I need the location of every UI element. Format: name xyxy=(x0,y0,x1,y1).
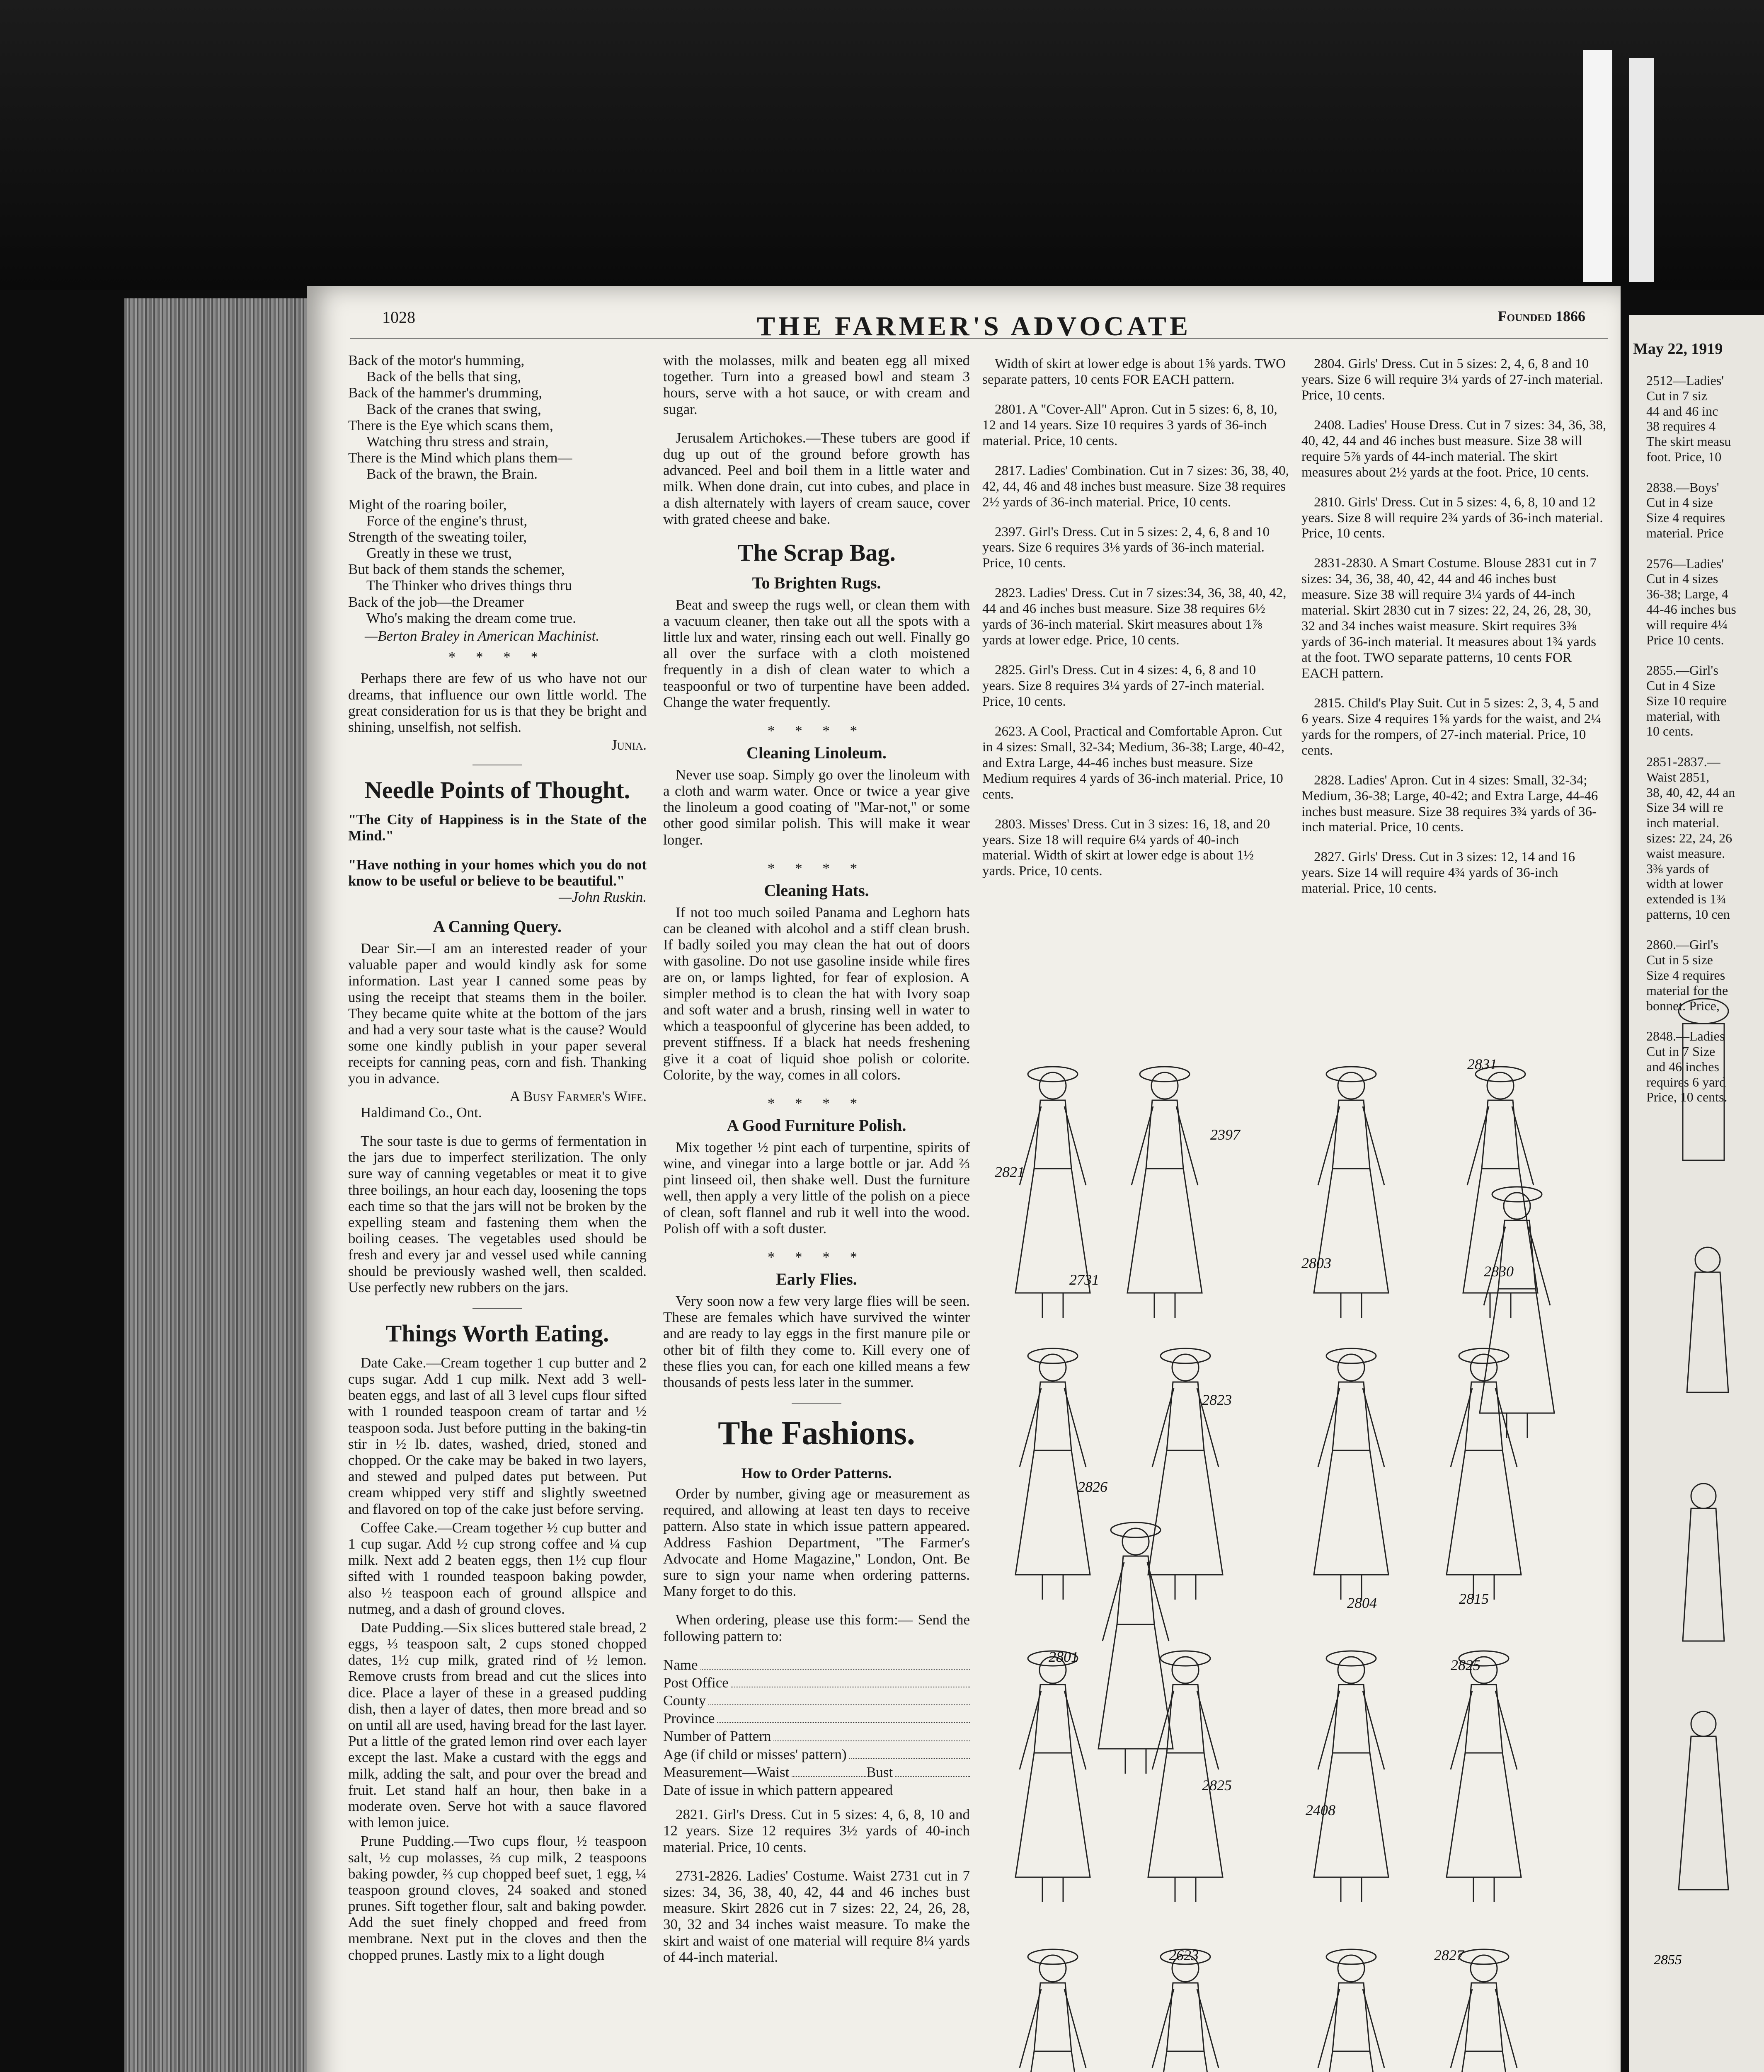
fashion-figure xyxy=(1015,1651,1090,1902)
pattern-2731-2826: 2731-2826. Ladies' Costume. Waist 2731 cut in 7 sizes: 34, 36, 38, 40, 42, 44 and 46 inches bust measure. Skirt 2826 cut in 7 sizes: 22, 24, 26, 28, 30, 32 and 34 inches waist measure. To make the skirt and waist of one material will require 8¼ yards of 44-inch material. xyxy=(663,1867,970,1965)
form-field-label: County xyxy=(663,1692,706,1709)
pattern-2825: 2825. Girl's Dress. Cut in 4 sizes: 4, 6, 8 and 10 years. Size 8 requires 3¼ yards of 27-inch material. Price, 10 cents. xyxy=(982,663,1265,709)
figure-label: 2397 xyxy=(1210,1126,1240,1143)
column-2 xyxy=(663,352,970,1978)
figure-label: 2804 xyxy=(1347,1595,1377,1611)
figure-label: 2801 xyxy=(1049,1648,1078,1665)
poem-attribution: —Berton Braley in American Machinist. xyxy=(365,628,600,644)
fashion-figure xyxy=(1314,1651,1388,1902)
form-field xyxy=(663,1728,970,1744)
poem-line: Back of the bells that sing, xyxy=(366,368,521,385)
figure-label: 2826 xyxy=(1078,1479,1107,1495)
date-pudding-recipe: Date Pudding.—Six slices buttered stale bread, 2 eggs, ⅓ teaspoon salt, 2 cups stoned chopped dates, 1½ cup milk, grated rind of ½ lemon. Remove crusts from bread and cut the slices into dice. Place a layer of these in a greased pudding dish, then a layer of dates, then more bread and so on until all are used, having bread for the last layer. Put a little of the grated lemon rind over each layer except the last. Make a custard with the eggs and milk, adding the salt, and pour over the bread and fruit. Let stand half an hour, then bake in a moderate oven. Serve hot with a sauce flavored with lemon juice. xyxy=(348,1619,647,1831)
rugs-heading: To Brighten Rugs. xyxy=(752,573,881,592)
divider xyxy=(792,1403,841,1404)
figure-label: 2823 xyxy=(1202,1392,1232,1408)
pattern-2623: 2623. A Cool, Practical and Comfortable Apron. Cut in 4 sizes: Small, 32-34; Medium, 36-38; Large, 40-42, and Extra Large, 44-46 inches bust measure. Size Medium requires 4 yards of 36-inch material. Price, 10 cents. xyxy=(982,724,1284,802)
dark-background xyxy=(0,0,1764,290)
form-field-label: Age (if child or misses' pattern) xyxy=(663,1746,847,1762)
form-field xyxy=(663,1746,970,1762)
prune-pudding-recipe: Prune Pudding.—Two cups flour, ½ teaspoon salt, ½ cup molasses, ⅔ cup milk, 2 teaspoons baking powder, ⅔ cup chopped beef suet, 1 egg, ¼ teaspoon ground cloves, 24 soaked and stoned prunes. Sift together flour, salt and baking powder. Add the suet finely chopped and freed from membrane. Next put in the cloves and then the chopped prunes. Lastly mix to a light dough xyxy=(348,1833,647,1963)
pattern-2823: 2823. Ladies' Dress. Cut in 7 sizes:34, 36, 38, 40, 42, 44 and 46 inches bust measure. Size 38 requires 6½ yards of 36-inch material. Skirt measures about 1⅞ yards at lower edge. Price, 10 cents. xyxy=(982,586,1287,648)
next-page-date: May 22, 1919 xyxy=(1633,340,1723,358)
poem-line: Back of the motor's humming, xyxy=(348,352,525,368)
artichokes-recipe: Jerusalem Artichokes.—These tubers are good if dug up out of the ground before growth has advanced. Peel and boil them in a little water and milk. When done drain, cut into cubes, and place in a dish alternately with layers of cream sauce, cover with grated cheese and bake. xyxy=(663,429,970,527)
figure-label: 2831 xyxy=(1467,1056,1497,1072)
flies-text: Very soon now a few very large flies will be seen. These are females which have survived the winter and are ready to lay eggs in the first manure pile or other bit of filth they come to. Kill every one of these flies you can, for each one killed means a few thousands of pests less later in the summer. xyxy=(663,1293,970,1390)
figure-label: 2815 xyxy=(1459,1590,1489,1607)
pattern-intro: Width of skirt at lower edge is about 1⅝ yards. TWO separate patters, 10 cents FOR EACH pattern. xyxy=(982,356,1286,387)
polish-heading: A Good Furniture Polish. xyxy=(727,1116,906,1135)
fashion-figure xyxy=(1015,1348,1090,1600)
form-field xyxy=(663,1675,970,1691)
poem-line: Might of the roaring boiler, xyxy=(348,496,507,513)
figure-label: 2825 xyxy=(1451,1657,1480,1673)
fashion-figure xyxy=(1148,1949,1223,2072)
poem-line: But back of them stands the schemer, xyxy=(348,561,565,578)
newspaper-page xyxy=(307,286,1621,2072)
poem-line: Back of the hammer's drumming, xyxy=(348,385,543,401)
canning-heading: A Canning Query. xyxy=(433,917,562,936)
pattern-2827: 2827. Girls' Dress. Cut in 3 sizes: 12, 14 and 16 years. Size 14 will require 4¾ yards of 36-inch material. Price, 10 cents. xyxy=(1301,850,1575,896)
poem-line: The Thinker who drives things thru xyxy=(366,577,572,594)
poem-comment-signature: Junia. xyxy=(611,737,647,753)
needle-quote-1: "The City of Happiness is in the State of the Mind." xyxy=(348,811,647,844)
poem-line: Greatly in these we trust, xyxy=(366,545,512,562)
recipe-continued: with the molasses, milk and beaten egg all mixed together. Turn into a greased bowl and steam 3 hours, serve with a hot sauce, or with cream and sugar. xyxy=(663,352,970,417)
header-rule xyxy=(350,338,1608,339)
form-measurement xyxy=(663,1764,970,1780)
figure-label: 2825 xyxy=(1202,1777,1232,1794)
fashion-figure xyxy=(1148,1651,1223,1902)
poem-line: Back of the brawn, the Brain. xyxy=(366,466,538,482)
fashion-figure xyxy=(1447,1651,1521,1902)
column-1 xyxy=(348,352,647,1963)
section-stars: * * * * xyxy=(767,860,866,876)
form-field-label: Number of Pattern xyxy=(663,1728,771,1745)
poem-line: Strength of the sweating toiler, xyxy=(348,528,527,545)
hats-text: If not too much soiled Panama and Leghorn hats can be cleaned with alcohol and a stiff clean brush. If badly soiled you may clean the hat out of doors with gasoline. Do not use gasoline inside while fires are on, or lamps lighted, for fear of explosion. A simpler method is to clean the hat with Ivory soap and soft water and a brush, rinsing well in water to which a teaspoonful of glycerine has been added, to prevent stiffness. If a black hat needs freshening give it a coat of liquid shoe polish or colorite. Colorite, by the way, comes in all colors. xyxy=(663,904,970,1083)
fashion-figure xyxy=(1447,1949,1521,2072)
light-glare xyxy=(1629,58,1654,282)
form-field xyxy=(663,1692,970,1709)
form-measurement-label: Measurement—Waist xyxy=(663,1764,790,1780)
section-stars: * * * * xyxy=(767,722,866,739)
fashion-figure xyxy=(1127,1067,1202,1318)
form-field-label: Name xyxy=(663,1656,698,1673)
pattern-2828: 2828. Ladies' Apron. Cut in 4 sizes: Small, 32-34; Medium, 36-38; Large, 40-42; and Extra Large, 44-46 inches bust measure. Size 38 requires 3¾ yards of 36-inch material. Price, 10 cents. xyxy=(1301,772,1598,835)
poem-line: Back of the cranes that swing, xyxy=(366,401,541,417)
scrap-bag-heading: The Scrap Bag. xyxy=(737,539,896,566)
poem-line: There is the Mind which plans them— xyxy=(348,450,572,466)
pattern-2408: 2408. Ladies' House Dress. Cut in 7 sizes: 34, 36, 38, 40, 42, 44 and 46 inches bust measure. Size 38 will require 5⅞ yards of 44-inch material. The skirt measures about 2½ yards at the foot. Price, 10 cents. xyxy=(1301,417,1606,480)
figure-label-2855: 2855 xyxy=(1654,1952,1682,1968)
column-3 xyxy=(982,356,1289,893)
form-date: Date of issue in which pattern appeared xyxy=(663,1782,893,1798)
founded-line: Founded 1866 xyxy=(1497,308,1585,324)
light-glare xyxy=(1583,50,1612,282)
pattern-2397: 2397. Girl's Dress. Cut in 5 sizes: 2, 4, 6, 8 and 10 years. Size 6 requires 3⅛ yards of 36-inch material. Price, 10 cents. xyxy=(982,524,1270,571)
canning-signature: A Busy Farmer's Wife. xyxy=(509,1088,647,1104)
column-4 xyxy=(1301,356,1608,911)
hats-heading: Cleaning Hats. xyxy=(764,881,869,900)
form-field xyxy=(663,1710,970,1726)
figure-label: 2731 xyxy=(1069,1271,1099,1288)
masthead-title: THE FARMER'S ADVOCATE xyxy=(757,311,1191,341)
canning-place: Haldimand Co., Ont. xyxy=(361,1104,482,1121)
form-field-label: Post Office xyxy=(663,1674,729,1691)
poem-line: There is the Eye which scans them, xyxy=(348,417,553,433)
fashion-figure xyxy=(1314,1348,1388,1600)
next-page-fragment xyxy=(1629,315,1764,2072)
needle-attribution: —John Ruskin. xyxy=(559,889,647,905)
poem-line: Force of the engine's thrust, xyxy=(366,512,528,529)
divider xyxy=(472,1308,522,1309)
pattern-2810: 2810. Girls' Dress. Cut in 5 sizes: 4, 6, 8, 10 and 12 years. Size 8 will require 2¾ yards of 36-inch material. Price, 10 cents. xyxy=(1301,494,1603,541)
form-bust-label: Bust xyxy=(866,1764,893,1780)
fashion-figure xyxy=(1148,1348,1223,1600)
form-field xyxy=(663,1657,970,1673)
pattern-2821: 2821. Girl's Dress. Cut in 5 sizes: 4, 6, 8, 10 and 12 years. Size 12 requires 3½ yards of 40-inch material. Price, 10 cents. xyxy=(663,1806,970,1855)
form-intro: When ordering, please use this form:— Send the following pattern to: xyxy=(663,1612,970,1644)
poem xyxy=(348,352,647,626)
linoleum-text: Never use soap. Simply go over the linoleum with a cloth and warm water. Once or twice a year give the linoleum a good coating of "Mar-not," or some other good similar polish. This will make it wear longer. xyxy=(663,766,970,848)
pattern-2817: 2817. Ladies' Combination. Cut in 7 sizes: 36, 38, 40, 42, 44, 46 and 48 inches bust measure. Size 38 requires 2½ yards of 36-inch material. Price, 10 cents. xyxy=(982,463,1289,510)
fashion-figure xyxy=(1314,1067,1388,1318)
rugs-text: Beat and sweep the rugs well, or clean them with a vacuum cleaner, then take out all the spots with a little lux and water, rinsing each out well. Finally go all over the surface with a cloth moistened frequently in a dish of clean water to which a teaspoonful or two of turpentine have been added. Change the water frequently. xyxy=(663,596,970,710)
pattern-2803: 2803. Misses' Dress. Cut in 3 sizes: 16, 18, and 20 years. Size 18 will require 6¼ yards of 40-inch material. Width of skirt at lower edge is about 1½ yards. Price, 10 cents. xyxy=(982,816,1270,879)
fashion-figure xyxy=(1015,1949,1090,2072)
canning-reply: The sour taste is due to germs of fermentation in the jars due to imperfect sterilization. The only sure way of canning vegetables or meat it to give three boilings, an hour each day, loosening the tops each time so that the jars will not be broken by the expelling steam and fastening them when the boiling ceases. The vegetables used should be fresh and every jar and vessel used while canning should be previously washed well, then scalded. Use perfectly new rubbers on the jars. xyxy=(348,1133,647,1295)
needle-quote-2: "Have nothing in your homes which you do not know to be useful or believe to be beautiful." xyxy=(348,856,647,889)
poem-line: Watching thru stress and strain, xyxy=(366,433,549,450)
canning-letter: Dear Sir.—I am an interested reader of your valuable paper and would kindly ask for some information. Last year I canned some peas by using the receipt that steams them in the boiler. They became quite white at the bottom of the jars and had a very sour taste what is the cause? Would some one kindly publish in your paper several receipts for canning peas, corn and fish. Thanking you in advance. xyxy=(348,940,647,1087)
fashion-illustrations xyxy=(978,1044,1616,2072)
flies-heading: Early Flies. xyxy=(776,1270,857,1289)
poem-line: Back of the job—the Dreamer xyxy=(348,593,524,610)
figure-label: 2408 xyxy=(1306,1802,1335,1818)
section-stars: * * * * xyxy=(767,1249,866,1266)
things-heading: Things Worth Eating. xyxy=(385,1319,609,1347)
date-cake-recipe: Date Cake.—Cream together 1 cup butter and 2 cups sugar. Add 1 cup milk. Next add 3 well-beaten eggs, and last of all 3 level cups flour sifted with 1 rounded teaspoon cream of tartar and ½ teaspoon soda. Just before putting in the baking-tin stir in ½ lb. dates, washed, dried, stoned and chopped. Or the cake may be baked in two layers, and stewed and pulped dates put between. Put cream whipped very stiff and slightly sweetned and flavored on top of the cake just before serving. xyxy=(348,1354,647,1517)
figure-label: 2830 xyxy=(1484,1263,1514,1280)
next-page-text: 2512—Ladies' Cut in 7 siz 44 and 46 inc 38 requires 4 The skirt measu foot. Price, 10 2838.—Boys' Cut in 4 size Size 4 requires material. Price 2576—Ladies' Cut in 4 sizes 36-38; Large, 4 44-46 inches bus will require 4¼ Price 10 cents. 2855.—Girl's Cut in 4 Size Size 10 require material, with 10 cents. 2851-2837.— Waist 2851, 38, 40, 42, 44 an Size 34 will re inch material. sizes: 22, 24, 26 waist measure. 3⅜ yards of width at lower extended is 1¾ patterns, 10 cen 2860.—Girl's Cut in 5 size Size 4 requires material for the bonnet. Price, 2848.—Ladies Cut in 7 Size and 46 inches requires 6 yard Price, 10 cents. xyxy=(1646,373,1736,1105)
poem-comment: Perhaps there are few of us who have not our dreams, that influence our own little world. The great consideration for us is that they be bright and shining, unselfish, not selfish. xyxy=(348,670,647,735)
figure-label: 2821 xyxy=(995,1164,1025,1180)
order-heading: How to Order Patterns. xyxy=(741,1464,892,1481)
poem-line: Who's making the dream come true. xyxy=(366,610,576,626)
pattern-2804: 2804. Girls' Dress. Cut in 5 sizes: 2, 4, 6, 8 and 10 years. Size 6 will require 3¼ yards of 27-inch material. Price, 10 cents. xyxy=(1301,356,1603,403)
form-field-label: Province xyxy=(663,1710,715,1727)
pattern-2801: 2801. A "Cover-All" Apron. Cut in 5 sizes: 6, 8, 10, 12 and 14 years. Size 10 requires 3 yards of 36-inch material. Price, 10 cents. xyxy=(982,402,1277,448)
pattern-2815: 2815. Child's Play Suit. Cut in 5 sizes: 2, 3, 4, 5 and 6 years. Size 4 requires 1⅝ yards for the waist, and 2¼ yards for the rompers, of 27-inch material. Price, 10 cents. xyxy=(1301,695,1602,758)
linoleum-heading: Cleaning Linoleum. xyxy=(746,743,887,762)
figure-label: 2803 xyxy=(1301,1255,1331,1271)
section-stars: * * * * xyxy=(767,1095,866,1111)
fashion-figure xyxy=(1463,1067,1538,1318)
needle-heading: Needle Points of Thought. xyxy=(364,777,630,804)
order-text: Order by number, giving age or measurement as required, and allowing at least ten days to receive pattern. Also state in which issue pattern appeared. Address Fashion Department, "The Farmer's Advocate and Home Magazine," London, Ont. Be sure to sign your name when ordering patterns. Many forget to do this. xyxy=(663,1486,970,1600)
order-form xyxy=(663,1657,970,1762)
coffee-cake-recipe: Coffee Cake.—Cream together ½ cup butter and 1 cup sugar. Add ½ cup strong coffee and ¼ cup milk. Next add 2 beaten eggs, then 1½ cup flour sifted with 1 rounded teaspoon baking powder, also ½ teaspoon each of ground allspice and nutmeg, and a dash of ground cloves. xyxy=(348,1519,647,1617)
fashions-heading: The Fashions. xyxy=(718,1415,915,1452)
next-page-fashion-figures xyxy=(1637,978,1762,2072)
polish-text: Mix together ½ pint each of turpentine, spirits of wine, and vinegar into a large bottle or jar. Add ⅔ pint linseed oil, then shake well. Dust the furniture well, then apply a very little of the polish on a piece of clean, soft flannel and rub it well into the wood. Polish off with a soft duster. xyxy=(663,1139,970,1237)
fashion-figure xyxy=(1314,1949,1388,2072)
figure-label: 2623 xyxy=(1169,1947,1199,1963)
pattern-2831-2830: 2831-2830. A Smart Costume. Blouse 2831 cut in 7 sizes: 34, 36, 38, 40, 42, 44 and 46 inches bust measure. Size 38 will require 3¼ yards of 44-inch material. Skirt 2830 cut in 7 sizes: 22, 24, 26, 28, 30, 32 and 34 inches waist measure. Skirt requires 3⅜ yards of 36-inch material. It measures about 1¾ yards at the foot. TWO separate patterns, 10 cents FOR EACH pattern. xyxy=(1301,556,1597,681)
page-number: 1028 xyxy=(382,308,415,327)
figure-label: 2827 xyxy=(1434,1947,1464,1963)
fashion-figure xyxy=(1480,1187,1554,1438)
book-page-edges xyxy=(124,298,307,2072)
section-stars: * * * * xyxy=(448,649,547,666)
